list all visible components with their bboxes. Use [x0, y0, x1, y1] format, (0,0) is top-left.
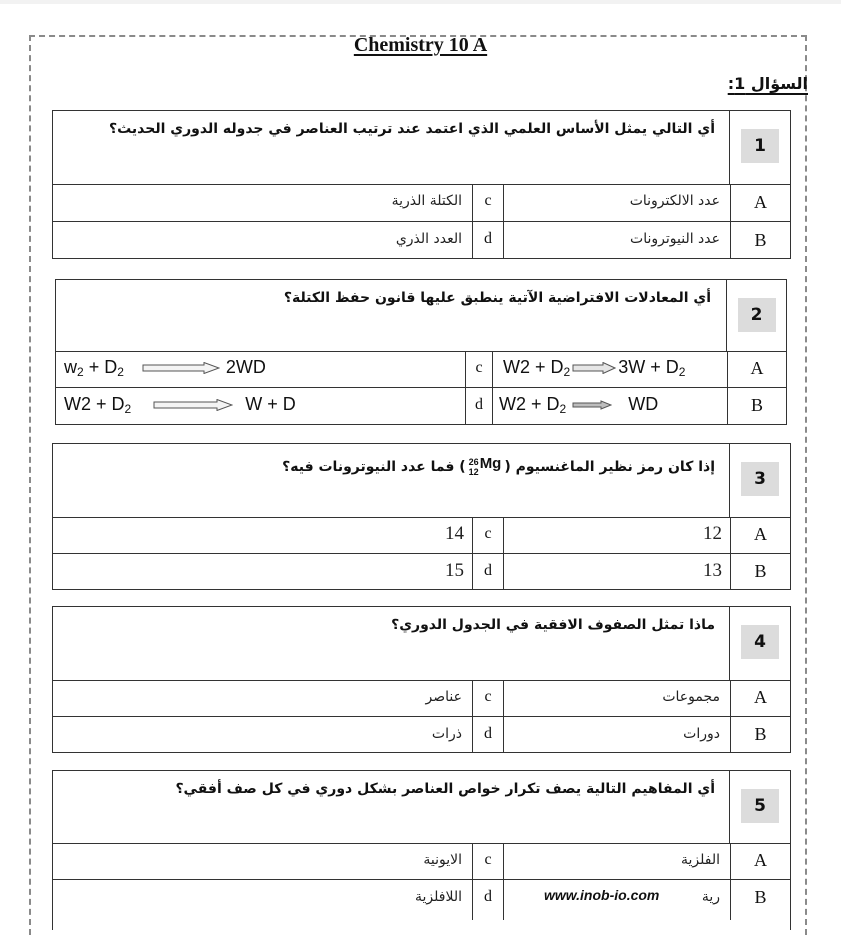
- option-d[interactable]: اللافلزية: [415, 889, 462, 905]
- option-letter: c: [472, 184, 503, 221]
- reaction-arrow-icon: [153, 399, 233, 411]
- option-letter: d: [465, 388, 492, 424]
- question-text-before: إذا كان رمز نظير الماغنسيوم (: [504, 459, 715, 475]
- watermark: www.inob-io.com: [544, 887, 660, 903]
- option-d[interactable]: ذرات: [431, 726, 462, 742]
- atomic-number: 12: [468, 467, 479, 477]
- options-row-1: [53, 184, 790, 222]
- option-c[interactable]: الكتلة الذرية: [391, 193, 462, 209]
- reactants: W2 + D: [64, 394, 125, 414]
- option-letter: d: [472, 554, 503, 590]
- option-letter: A: [730, 680, 790, 716]
- option-letter: c: [472, 843, 503, 879]
- options-row-2: [53, 222, 790, 259]
- option-letter: d: [472, 880, 503, 920]
- options-row-1: [53, 843, 790, 880]
- option-a[interactable]: 12: [503, 517, 730, 553]
- question-number-cell: [729, 607, 790, 680]
- question-header: [53, 771, 790, 844]
- option-c[interactable]: [56, 351, 465, 387]
- option-d[interactable]: 15: [445, 560, 464, 581]
- option-letter: d: [472, 717, 503, 753]
- products: W + D: [245, 394, 296, 414]
- option-letter: A: [730, 517, 790, 553]
- reactants: W2 + D: [499, 394, 560, 414]
- question-number-cell: [729, 444, 790, 517]
- options-row-1: [56, 351, 786, 388]
- subscript: 2: [117, 365, 124, 379]
- reactants: W2 + D: [503, 357, 564, 377]
- option-c[interactable]: الايونية: [423, 852, 462, 868]
- option-b[interactable]: رية: [503, 880, 730, 920]
- option-letter: B: [730, 554, 790, 590]
- option-letter: c: [465, 351, 492, 387]
- option-letter: B: [730, 717, 790, 753]
- option-a[interactable]: الفلزية: [503, 843, 730, 879]
- question-header: [53, 607, 790, 681]
- subscript: 2: [563, 365, 571, 379]
- option-letter: B: [727, 388, 786, 424]
- question-text: ماذا تمثل الصفوف الافقية في الجدول الدوري؟: [391, 617, 715, 633]
- top-edge: [0, 0, 841, 4]
- option-letter: A: [727, 351, 786, 387]
- option-letter: B: [730, 880, 790, 920]
- option-letter: d: [472, 222, 503, 259]
- option-b[interactable]: [492, 388, 727, 424]
- option-a[interactable]: عدد الالكترونات: [503, 184, 730, 221]
- element-symbol: Mg: [479, 455, 502, 472]
- option-letter: A: [730, 843, 790, 879]
- option-letter: c: [472, 517, 503, 553]
- reactants-tail: + D: [83, 357, 118, 377]
- section-label: السؤال 1:: [727, 74, 808, 93]
- options-row-2: [53, 554, 790, 590]
- question-3-table: [52, 443, 791, 590]
- question-4-table: [52, 606, 791, 753]
- options-row-2: [53, 880, 790, 920]
- products: WD: [628, 394, 659, 414]
- question-text: [282, 454, 715, 480]
- question-number: 4: [741, 625, 779, 659]
- reaction-arrow-icon: [572, 400, 612, 410]
- question-2-table: [55, 279, 787, 425]
- question-text-after: ) فما عدد النيوترونات فيه؟: [282, 459, 466, 475]
- option-b[interactable]: دورات: [503, 717, 730, 753]
- options-row-1: [53, 517, 790, 554]
- option-d[interactable]: العدد الذري: [395, 231, 462, 247]
- subscript: 2: [559, 402, 567, 416]
- mass-number: 26: [468, 457, 479, 467]
- question-number: 5: [741, 789, 779, 823]
- options-row-2: [53, 717, 790, 753]
- question-text: أي التالي يمثل الأساس العلمي الذي اعتمد عند ترتيب العناصر في جدوله الدوري الحديث؟: [108, 121, 715, 137]
- document-title: [0, 34, 841, 57]
- question-header: [56, 280, 786, 352]
- subscript: 2: [77, 365, 84, 379]
- question-number: 1: [741, 129, 779, 163]
- question-number: 3: [741, 462, 779, 496]
- question-number-cell: [726, 280, 786, 351]
- question-number: 2: [738, 298, 776, 332]
- option-b[interactable]: عدد النيوترونات: [503, 222, 730, 259]
- option-a[interactable]: [492, 351, 727, 387]
- question-text: أي المعادلات الافتراضية الآتية ينطبق عليها قانون حفظ الكتلة؟: [283, 290, 711, 306]
- option-c[interactable]: 14: [445, 523, 464, 544]
- option-c[interactable]: عناصر: [425, 689, 462, 705]
- question-1-table: [52, 110, 791, 259]
- option-letter: c: [472, 680, 503, 716]
- question-5-table: [52, 770, 791, 930]
- isotope-numbers: [469, 457, 479, 477]
- option-a[interactable]: مجموعات: [503, 680, 730, 716]
- products: 3W + D: [618, 357, 679, 377]
- reactants: w: [64, 357, 77, 377]
- subscript: 2: [124, 402, 132, 416]
- option-d[interactable]: [56, 388, 465, 424]
- title-text: Chemistry 10 A: [353, 34, 488, 56]
- subscript: 2: [678, 365, 686, 379]
- products: 2WD: [225, 357, 266, 377]
- option-b[interactable]: 13: [503, 554, 730, 590]
- question-header: [53, 444, 790, 518]
- question-number-cell: [729, 771, 790, 843]
- question-text: أي المفاهيم التالية يصف تكرار خواص العناصر بشكل دوري في كل صف أفقي؟: [175, 781, 715, 797]
- reaction-arrow-icon: [572, 362, 616, 374]
- question-number-cell: [729, 111, 790, 184]
- option-letter: B: [730, 222, 790, 259]
- option-letter: A: [730, 184, 790, 221]
- question-header: [53, 111, 790, 185]
- options-row-2: [56, 388, 786, 424]
- isotope-symbol: [469, 457, 502, 477]
- reaction-arrow-icon: [142, 362, 220, 374]
- options-row-1: [53, 680, 790, 717]
